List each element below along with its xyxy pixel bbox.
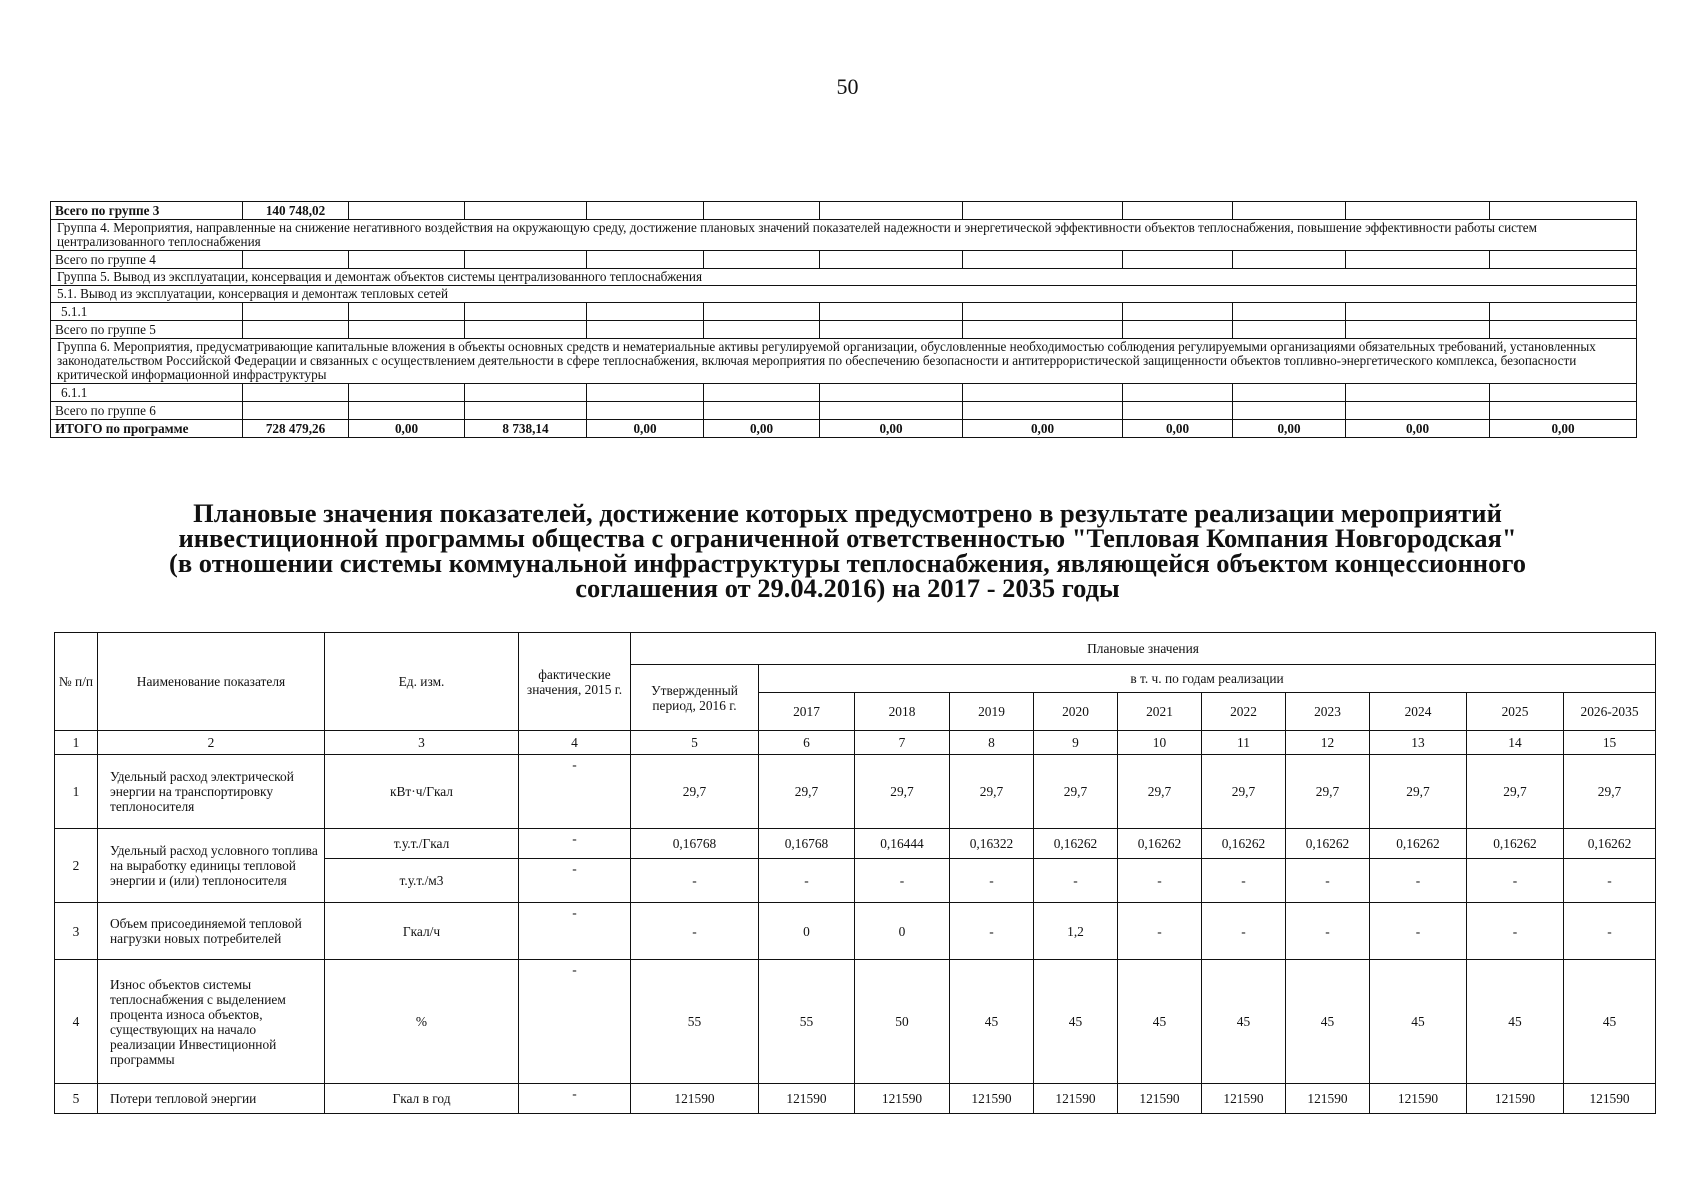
- heading-line: Плановые значения показателей, достижение которых предусмотрено в результате реализации мероприятий: [193, 498, 1502, 528]
- total-value: 140 748,02: [243, 202, 349, 220]
- year-value: 29,7: [1286, 755, 1370, 829]
- header-year: 2022: [1202, 693, 1286, 731]
- column-number: 3: [325, 731, 519, 755]
- year-value: 121590: [1202, 1084, 1286, 1114]
- year-value: -: [1286, 903, 1370, 960]
- year-value: -: [855, 859, 950, 903]
- year-value: -: [1467, 859, 1564, 903]
- group-heading: Группа 4. Мероприятия, направленные на снижение негативного воздействия на окружающую среду, достижение плановых значений показателей надежности и энергетической эффективности объектов теплоснабжения, повышение эффективности работы систем централизованного теплоснабжения: [51, 220, 1637, 251]
- header-unit: Ед. изм.: [325, 633, 519, 731]
- indicator-unit: т.у.т./Гкал: [325, 829, 519, 859]
- year-value: 29,7: [950, 755, 1034, 829]
- year-value: 45: [950, 960, 1034, 1084]
- group-heading: Группа 5. Вывод из эксплуатации, консервация и демонтаж объектов системы централизованного теплоснабжения: [51, 269, 1637, 286]
- year-value: 1,2: [1034, 903, 1118, 960]
- year-value: 29,7: [1564, 755, 1656, 829]
- year-value: -: [1202, 859, 1286, 903]
- column-number: 11: [1202, 731, 1286, 755]
- itogo-value: 0,00: [1490, 420, 1637, 438]
- year-value: -: [1370, 903, 1467, 960]
- fact-value: -: [519, 1084, 631, 1114]
- year-value: -: [950, 859, 1034, 903]
- fact-value: -: [519, 755, 631, 829]
- table-row: [51, 339, 1637, 384]
- page-number: 50: [836, 74, 859, 99]
- year-value: -: [1118, 903, 1202, 960]
- row-num: 4: [55, 960, 98, 1084]
- row-label: Всего по группе 6: [51, 402, 243, 420]
- row-num: 1: [55, 755, 98, 829]
- table-row: [55, 1084, 1656, 1114]
- approved-value: 0,16768: [631, 829, 759, 859]
- table-row: [51, 269, 1637, 286]
- indicator-name: Объем присоединяемой тепловой нагрузки новых потребителей: [98, 903, 325, 960]
- column-number: 9: [1034, 731, 1118, 755]
- year-value: 0,16262: [1370, 829, 1467, 859]
- row-label: Всего по группе 5: [51, 321, 243, 339]
- table-row: [51, 202, 1637, 220]
- year-value: 0,16768: [759, 829, 855, 859]
- header-by-years: в т. ч. по годам реализации: [759, 665, 1656, 693]
- indicator-unit: Гкал/ч: [325, 903, 519, 960]
- year-value: 121590: [759, 1084, 855, 1114]
- itogo-value: 0,00: [349, 420, 465, 438]
- indicator-name: Износ объектов системы теплоснабжения с выделением процента износа объектов, существующих на начало реализации Инвестиционной программы: [98, 960, 325, 1084]
- year-value: -: [1467, 903, 1564, 960]
- section-heading: [110, 498, 1585, 603]
- header-year: 2021: [1118, 693, 1202, 731]
- year-value: -: [1202, 903, 1286, 960]
- itogo-value: 0,00: [1123, 420, 1233, 438]
- table-row: [51, 251, 1637, 269]
- row-label: 5.1.1: [51, 303, 243, 321]
- year-value: 121590: [1564, 1084, 1656, 1114]
- itogo-value: 728 479,26: [243, 420, 349, 438]
- year-value: 29,7: [1370, 755, 1467, 829]
- table-row: [51, 303, 1637, 321]
- table-row: [51, 402, 1637, 420]
- column-number: 13: [1370, 731, 1467, 755]
- header-approved: Утвержденный период, 2016 г.: [631, 665, 759, 731]
- year-value: 29,7: [1202, 755, 1286, 829]
- fact-value: -: [519, 960, 631, 1084]
- group-heading: Группа 6. Мероприятия, предусматривающие капитальные вложения в объекты основных средств и нематериальные активы регулируемой организации, обусловленные необходимостью соблюдения регулируемыми организациями обязательных требований, установленных законодательством Российской Федерации и связанных с осуществлением деятельности в сфере теплоснабжения, включая мероприятия по обеспечению безопасности и антитеррористической защищенности объектов топливно-энергетического комплекса, безопасности критической информационной инфраструктуры: [51, 339, 1637, 384]
- table-row: [55, 755, 1656, 829]
- year-value: 0: [759, 903, 855, 960]
- year-value: 121590: [855, 1084, 950, 1114]
- investment-summary-table: [50, 201, 1637, 438]
- column-number: 10: [1118, 731, 1202, 755]
- heading-line: соглашения от 29.04.2016) на 2017 - 2035 годы: [575, 573, 1120, 603]
- year-value: 29,7: [1118, 755, 1202, 829]
- year-value: -: [1118, 859, 1202, 903]
- year-value: 121590: [950, 1084, 1034, 1114]
- subgroup-heading: 5.1. Вывод из эксплуатации, консервация и демонтаж тепловых сетей: [51, 286, 1637, 303]
- column-number: 1: [55, 731, 98, 755]
- planned-indicators-table: [54, 632, 1656, 1114]
- column-number: 2: [98, 731, 325, 755]
- year-value: 50: [855, 960, 950, 1084]
- year-value: 55: [759, 960, 855, 1084]
- indicator-name: Удельный расход электрической энергии на транспортировку теплоносителя: [98, 755, 325, 829]
- header-name: Наименование показателя: [98, 633, 325, 731]
- year-value: 45: [1202, 960, 1286, 1084]
- fact-value: -: [519, 859, 631, 903]
- year-value: 0,16444: [855, 829, 950, 859]
- indicator-unit: Гкал в год: [325, 1084, 519, 1114]
- year-value: 29,7: [855, 755, 950, 829]
- year-value: 45: [1118, 960, 1202, 1084]
- itogo-value: 0,00: [704, 420, 820, 438]
- indicator-name: Удельный расход условного топлива на выработку единицы тепловой энергии и (или) теплоносителя: [98, 829, 325, 903]
- itogo-value: 0,00: [1233, 420, 1346, 438]
- year-value: 29,7: [1034, 755, 1118, 829]
- year-value: 45: [1564, 960, 1656, 1084]
- fact-value: -: [519, 829, 631, 859]
- year-value: 45: [1467, 960, 1564, 1084]
- header-year: 2024: [1370, 693, 1467, 731]
- table-row: [55, 960, 1656, 1084]
- year-value: 45: [1034, 960, 1118, 1084]
- year-value: -: [1034, 859, 1118, 903]
- header-num: № п/п: [55, 633, 98, 731]
- heading-line: (в отношении системы коммунальной инфраструктуры теплоснабжения, являющейся объектом концессионного: [169, 548, 1526, 578]
- row-label: Всего по группе 4: [51, 251, 243, 269]
- header-year: 2023: [1286, 693, 1370, 731]
- column-number: 5: [631, 731, 759, 755]
- year-value: 121590: [1118, 1084, 1202, 1114]
- approved-value: 29,7: [631, 755, 759, 829]
- approved-value: 121590: [631, 1084, 759, 1114]
- column-number: 15: [1564, 731, 1656, 755]
- year-value: -: [1564, 903, 1656, 960]
- year-value: -: [1286, 859, 1370, 903]
- year-value: 121590: [1286, 1084, 1370, 1114]
- year-value: 0,16262: [1034, 829, 1118, 859]
- column-number-row: [55, 731, 1656, 755]
- column-number: 4: [519, 731, 631, 755]
- itogo-value: 0,00: [820, 420, 963, 438]
- year-value: -: [1370, 859, 1467, 903]
- indicator-unit: %: [325, 960, 519, 1084]
- row-num: 2: [55, 829, 98, 903]
- header-year: 2018: [855, 693, 950, 731]
- year-value: 45: [1370, 960, 1467, 1084]
- row-num: 5: [55, 1084, 98, 1114]
- header-row: [55, 633, 1656, 665]
- header-year: 2019: [950, 693, 1034, 731]
- year-value: 0,16262: [1286, 829, 1370, 859]
- year-value: -: [1564, 859, 1656, 903]
- itogo-value: 8 738,14: [465, 420, 587, 438]
- table-row: [51, 220, 1637, 251]
- header-year: 2025: [1467, 693, 1564, 731]
- header-fact: фактические значения, 2015 г.: [519, 633, 631, 731]
- itogo-value: 0,00: [1346, 420, 1490, 438]
- approved-value: 55: [631, 960, 759, 1084]
- header-planned: Плановые значения: [631, 633, 1656, 665]
- year-value: 121590: [1467, 1084, 1564, 1114]
- year-value: -: [759, 859, 855, 903]
- year-value: 0,16262: [1118, 829, 1202, 859]
- year-value: 0,16262: [1202, 829, 1286, 859]
- itogo-label: ИТОГО по программе: [51, 420, 243, 438]
- row-label: Всего по группе 3: [51, 202, 243, 220]
- column-number: 12: [1286, 731, 1370, 755]
- heading-line: инвестиционной программы общества с ограниченной ответственностью "Тепловая Компания Новгородская": [178, 523, 1517, 553]
- table-row: [55, 903, 1656, 960]
- year-value: -: [950, 903, 1034, 960]
- itogo-value: 0,00: [587, 420, 704, 438]
- year-value: 121590: [1370, 1084, 1467, 1114]
- table-row: [51, 286, 1637, 303]
- table-row: [51, 384, 1637, 402]
- table-row: [55, 829, 1656, 859]
- column-number: 6: [759, 731, 855, 755]
- approved-value: -: [631, 859, 759, 903]
- header-year: 2017: [759, 693, 855, 731]
- indicator-unit: т.у.т./м3: [325, 859, 519, 903]
- row-label: 6.1.1: [51, 384, 243, 402]
- column-number: 8: [950, 731, 1034, 755]
- total-row: [51, 420, 1637, 438]
- column-number: 7: [855, 731, 950, 755]
- year-value: 0,16322: [950, 829, 1034, 859]
- year-value: 121590: [1034, 1084, 1118, 1114]
- table-row: [51, 321, 1637, 339]
- column-number: 14: [1467, 731, 1564, 755]
- header-year: 2020: [1034, 693, 1118, 731]
- year-value: 0,16262: [1564, 829, 1656, 859]
- year-value: 45: [1286, 960, 1370, 1084]
- year-value: 0,16262: [1467, 829, 1564, 859]
- fact-value: -: [519, 903, 631, 960]
- indicator-unit: кВт·ч/Гкал: [325, 755, 519, 829]
- year-value: 29,7: [1467, 755, 1564, 829]
- row-num: 3: [55, 903, 98, 960]
- itogo-value: 0,00: [963, 420, 1123, 438]
- header-year: 2026-2035: [1564, 693, 1656, 731]
- indicator-name: Потери тепловой энергии: [98, 1084, 325, 1114]
- approved-value: -: [631, 903, 759, 960]
- year-value: 29,7: [759, 755, 855, 829]
- year-value: 0: [855, 903, 950, 960]
